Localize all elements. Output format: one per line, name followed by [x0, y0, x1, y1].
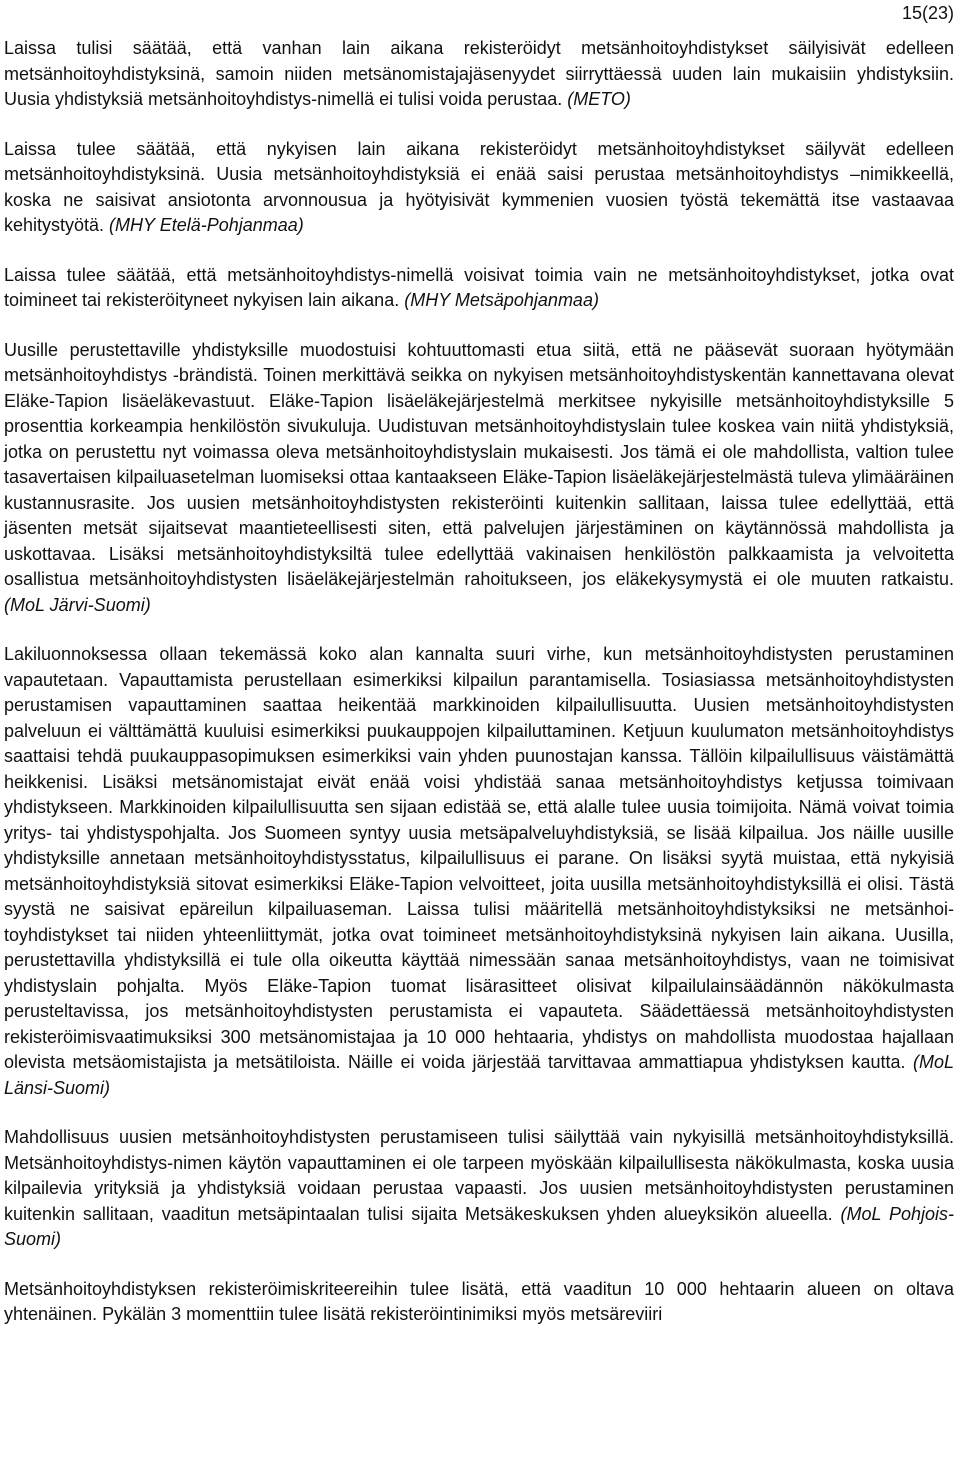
paragraph-3	[4, 263, 954, 314]
document-body	[4, 36, 954, 1352]
paragraph-3-source: (MHY Metsäpohjanmaa)	[404, 290, 599, 310]
paragraph-2-text: Laissa tulee säätää, että nykyisen lain aikana rekisteröidyt metsänhoitoyhdistykset säilyvät edelleen metsänhoitoyhdistyksinä. Uusia metsänhoitoyhdistyksiä ei enää saisi perustaa metsänhoitoyhdistys –nimikkeellä, koska ne saisivat ansiotonta arvonnousua ja hyötyisivät kymmenien vuosien työstä tekemättä itse vastaavaa kehitystyötä.	[4, 138, 954, 235]
paragraph-4	[4, 338, 954, 619]
paragraph-4-source: (MoL Järvi-Suomi)	[4, 594, 151, 615]
paragraph-7-text: Metsänhoitoyhdistyksen rekisteröimiskriteereihin tulee lisätä, että vaaditun 10 000 hehtaarin alueen on oltava yhtenäinen. Pykälän 3 momenttiin tulee lisätä rekisteröintinimiksi myös metsäreviiri	[4, 1278, 954, 1324]
paragraph-6	[4, 1125, 954, 1253]
paragraph-5-text: Lakiluonnoksessa ollaan tekemässä koko alan kannalta suuri virhe, kun metsänhoitoyhdistysten perustaminen vapautetaan. Vapauttamista perustellaan esimerkiksi kilpailun parantamisella. Tosiasiassa metsänhoitoyhdistysten perustamisen vapauttaminen saattaa heikentää markkinoiden kilpailullisuutta. Uusien metsänhoitoyhdistysten palveluun ei välttämättä kuuluisi esimerkiksi puukauppojen kilpailuttaminen. Ketjuun kuulumaton metsänhoitoyhdistys saattaisi tehdä puukauppasopimuksen esimerkiksi vain yhden puunostajan kanssa. Tällöin kilpailullisuus väistämättä heikkenisi. Lisäksi metsänomistajat eivät enää voisi yhdistää sanaa metsänhoitoyhdistys ketjussa toimivaan yhdistykseen. Markkinoiden kilpailullisuutta sen sijaan edistää se, että alalle tulee uusia toimijoita. Nämä voivat toimia yritys- tai yhdistyspohjalta. Jos Suomeen syntyy uusia metsäpalveluyhdistyksiä, se lisää kilpailua. Jos näille uusille yhdistyksille annetaan metsänhoitoyhdistysstatus, kilpailullisuus ei parane. On lisäksi syytä muistaa, että nykyisiä metsänhoitoyhdistyksiä sitovat esimerkiksi Eläke-Tapion velvoitteet, joita uusilla metsänhoitoyhdistyksillä ei olisi. Tästä syystä ne saisivat epäreilun kilpailuaseman. Laissa tulisi määritellä metsänhoitoyhdistyksiksi ne metsänhoitoyhdistykset tai niiden yhteenliittymät, jotka ovat toimineet metsänhoitoyhdistyksinä nykyisen lain aikana. Uusilla, perustettavilla yhdistyksillä ei tule olla oikeutta käyttää nimessään sanaa metsänhoitoyhdistys, vaan ne toimisivat yhdistyslain pohjalta. Myös Eläke-Tapion tuomat lisärasitteet olisivat kilpailulainsäädännön näkökulmasta perusteltavissa, jos metsänhoitoyhdistysten perustamista ei vapauteta. Säädettäessä metsänhoitoyhdistysten rekisteröimisvaatimuksiksi 300 metsänomistajaa ja 10 000 hehtaaria, yhdistys on mahdollista muodostaa hajallaan olevista metsäomistajista ja metsätiloista. Näille ei voida järjestää tarvittavaa ammattiapua yhdistyksen kautta.	[4, 644, 954, 1072]
paragraph-7	[4, 1277, 954, 1328]
paragraph-1	[4, 36, 954, 113]
paragraph-2-source: (MHY Etelä-Pohjanmaa)	[109, 215, 304, 235]
paragraph-6-source: (MoL Pohjois-Suomi)	[4, 1203, 955, 1249]
paragraph-1-text: Laissa tulisi säätää, että vanhan lain aikana rekisteröidyt metsänhoitoyhdistykset säilyisivät edelleen metsänhoitoyhdistyksinä, samoin niiden metsänomistajajäsenyydet siirryttäessä uuden lain mukaisiin yhdistyksiin. Uusia yhdistyksiä metsänhoitoyhdistys-nimellä ei tulisi voida perustaa.	[4, 38, 954, 109]
paragraph-6-text: Mahdollisuus uusien metsänhoitoyhdistysten perustamiseen tulisi säilyttää vain nykyisillä metsänhoitoyhdistyksillä. Metsänhoitoyhdistys-nimen käytön vapauttaminen ei ole tarpeen myöskään kilpailullisesta näkökulmasta, koska uusia kilpailevia yrityksiä ja yhdistyksiä voidaan perustaa vapaasti. Jos uusien metsänhoitoyhdistysten perustaminen kuitenkin sallitaan, vaaditun metsäpintaalan tulisi sijaita Metsäkeskuksen yhden alueyksikön alueella.	[4, 1127, 954, 1224]
paragraph-5	[4, 642, 954, 1101]
paragraph-5-source: (MoL Länsi-Suomi)	[4, 1052, 954, 1098]
paragraph-1-source: (METO)	[567, 89, 631, 109]
paragraph-3-text: Laissa tulee säätää, että metsänhoitoyhdistys-nimellä voisivat toimia vain ne metsänhoitoyhdistykset, jotka ovat toimineet tai rekisteröityneet nykyisen lain aikana.	[4, 264, 954, 310]
paragraph-2	[4, 137, 954, 239]
paragraph-4-text: Uusille perustettaville yhdistyksille muodostuisi kohtuuttomasti etua siitä, että ne pääsevät suoraan hyötymään metsänhoitoyhdistys -brändistä. Toinen merkittävä seikka on nykyisen metsänhoitoyhdistyskentän kannettavana olevat Eläke-Tapion lisäeläkevastuut. Eläke-Tapion lisäeläkejärjestelmä merkitsee nykyisille metsänhoitoyhdistyksille 5 prosenttia korkeampia henkilöstön sivukuluja. Uudistuvan metsänhoitoyhdistyslain tulee koskea vain niitä yhdistyksiä, jotka on perustettu nyt voimassa oleva metsänhoitoyhdistyslain mukaisesti. Jos tämä ei ole mahdollista, valtion tulee tasavertaisen kilpailuasetelman luomiseksi ottaa kantaakseen Eläke-Tapion lisäeläkejärjestelmästä tuleva ylimääräinen kustannusrasite. Jos uusien metsänhoitoyhdistysten rekisteröinti kuitenkin sallitaan, laissa tulee edellyttää, että jäsenten metsät sijaitsevat maantieteellisesti siten, että palvelujen järjestäminen on käytännössä mahdollista ja uskottavaa. Lisäksi metsänhoitoyhdistyksiltä tulee edellyttää vakinaisen henkilöstön palkkaamista ja velvoitetta osallistua metsänhoitoyhdistysten lisäeläkejärjestelmän rahoitukseen, jos eläkekysymystä ei ole muuten ratkaistu.	[4, 339, 954, 589]
page-number: 15(23)	[901, 3, 954, 23]
